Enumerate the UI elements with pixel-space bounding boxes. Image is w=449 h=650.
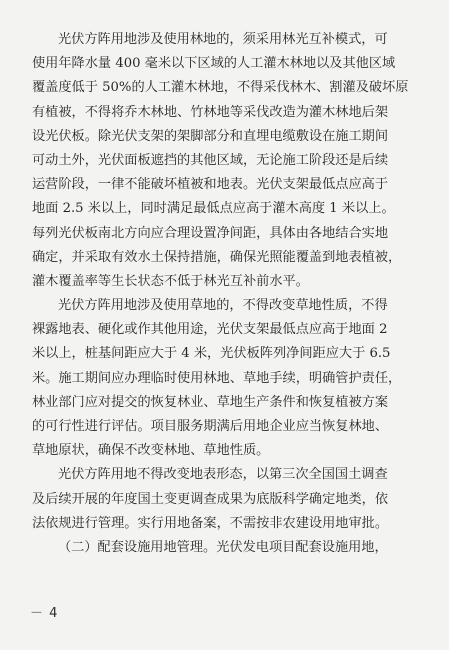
text-line: 裸露地表、硬化或作其他用途，光伏支架最低点应高于地面 2	[32, 322, 388, 338]
text-line: 的可行性进行评估。项目服务期满后用地企业应当恢复林地、	[32, 419, 389, 434]
text-line: 覆盖度低于 50%的人工灌木林地，不得采伐林木、割灌及破坏原	[32, 80, 409, 96]
text-line: 法依规进行管理。实行用地备案，不需按非农建设用地审批。	[32, 515, 389, 531]
text-line: 光伏方阵用地涉及使用林地的，须采用林光互补模式，可	[58, 32, 388, 47]
text-line: 灌木覆盖率等生长状态不低于林光互补前水平。	[32, 273, 309, 289]
text-line: 及后续开展的年度国土变更调查成果为底版科学确定地类，依	[32, 491, 389, 507]
text-line: 可动土外，光伏面板遮挡的其他区域，无论施工阶段还是后续	[32, 152, 389, 168]
text-line: 每列光伏板南北方向应合理设置净间距，具体由各地结合实地	[32, 225, 389, 241]
text-line: 米。施工期间应办理临时使用林地、草地手续，明确管护责任，	[32, 370, 402, 386]
body-text	[32, 28, 422, 560]
text-line: 有植被，不得将乔木林地、竹林地等采伐改造为灌木林地后架	[32, 104, 389, 120]
text-line: 草地原状，确保不改变林地、草地性质。	[32, 443, 270, 459]
text-line: 设光伏板。除光伏支架的架脚部分和直埋电缆敷设在施工期间	[32, 128, 389, 144]
text-line: 米以上，桩基间距应大于 4 米，光伏板阵列净间距应大于 6.5	[32, 346, 391, 362]
text-line: 林业部门应对提交的恢复林业、草地生产条件和恢复植被方案	[32, 394, 389, 410]
text-line: 确定，并采取有效水土保持措施，确保光照能覆盖到地表植被，	[32, 249, 402, 265]
text-line: 光伏方阵用地涉及使用草地的，不得改变草地性质，不得	[58, 298, 388, 314]
page-number: － 4	[30, 606, 59, 621]
text-line: （二）配套设施用地管理。光伏发电项目配套设施用地，	[58, 539, 388, 555]
text-line: 光伏方阵用地不得改变地表形态，以第三次全国国土调查	[58, 467, 388, 483]
text-line: 运营阶段，一律不能破坏植被和地表。光伏支架最低点应高于	[32, 177, 389, 193]
text-line: 地面 2.5 米以上，同时满足最低点应高于灌木高度 1 米以上。	[32, 201, 395, 217]
text-line: 使用年降水量 400 毫米以下区域的人工灌木林地以及其他区域	[32, 56, 396, 72]
